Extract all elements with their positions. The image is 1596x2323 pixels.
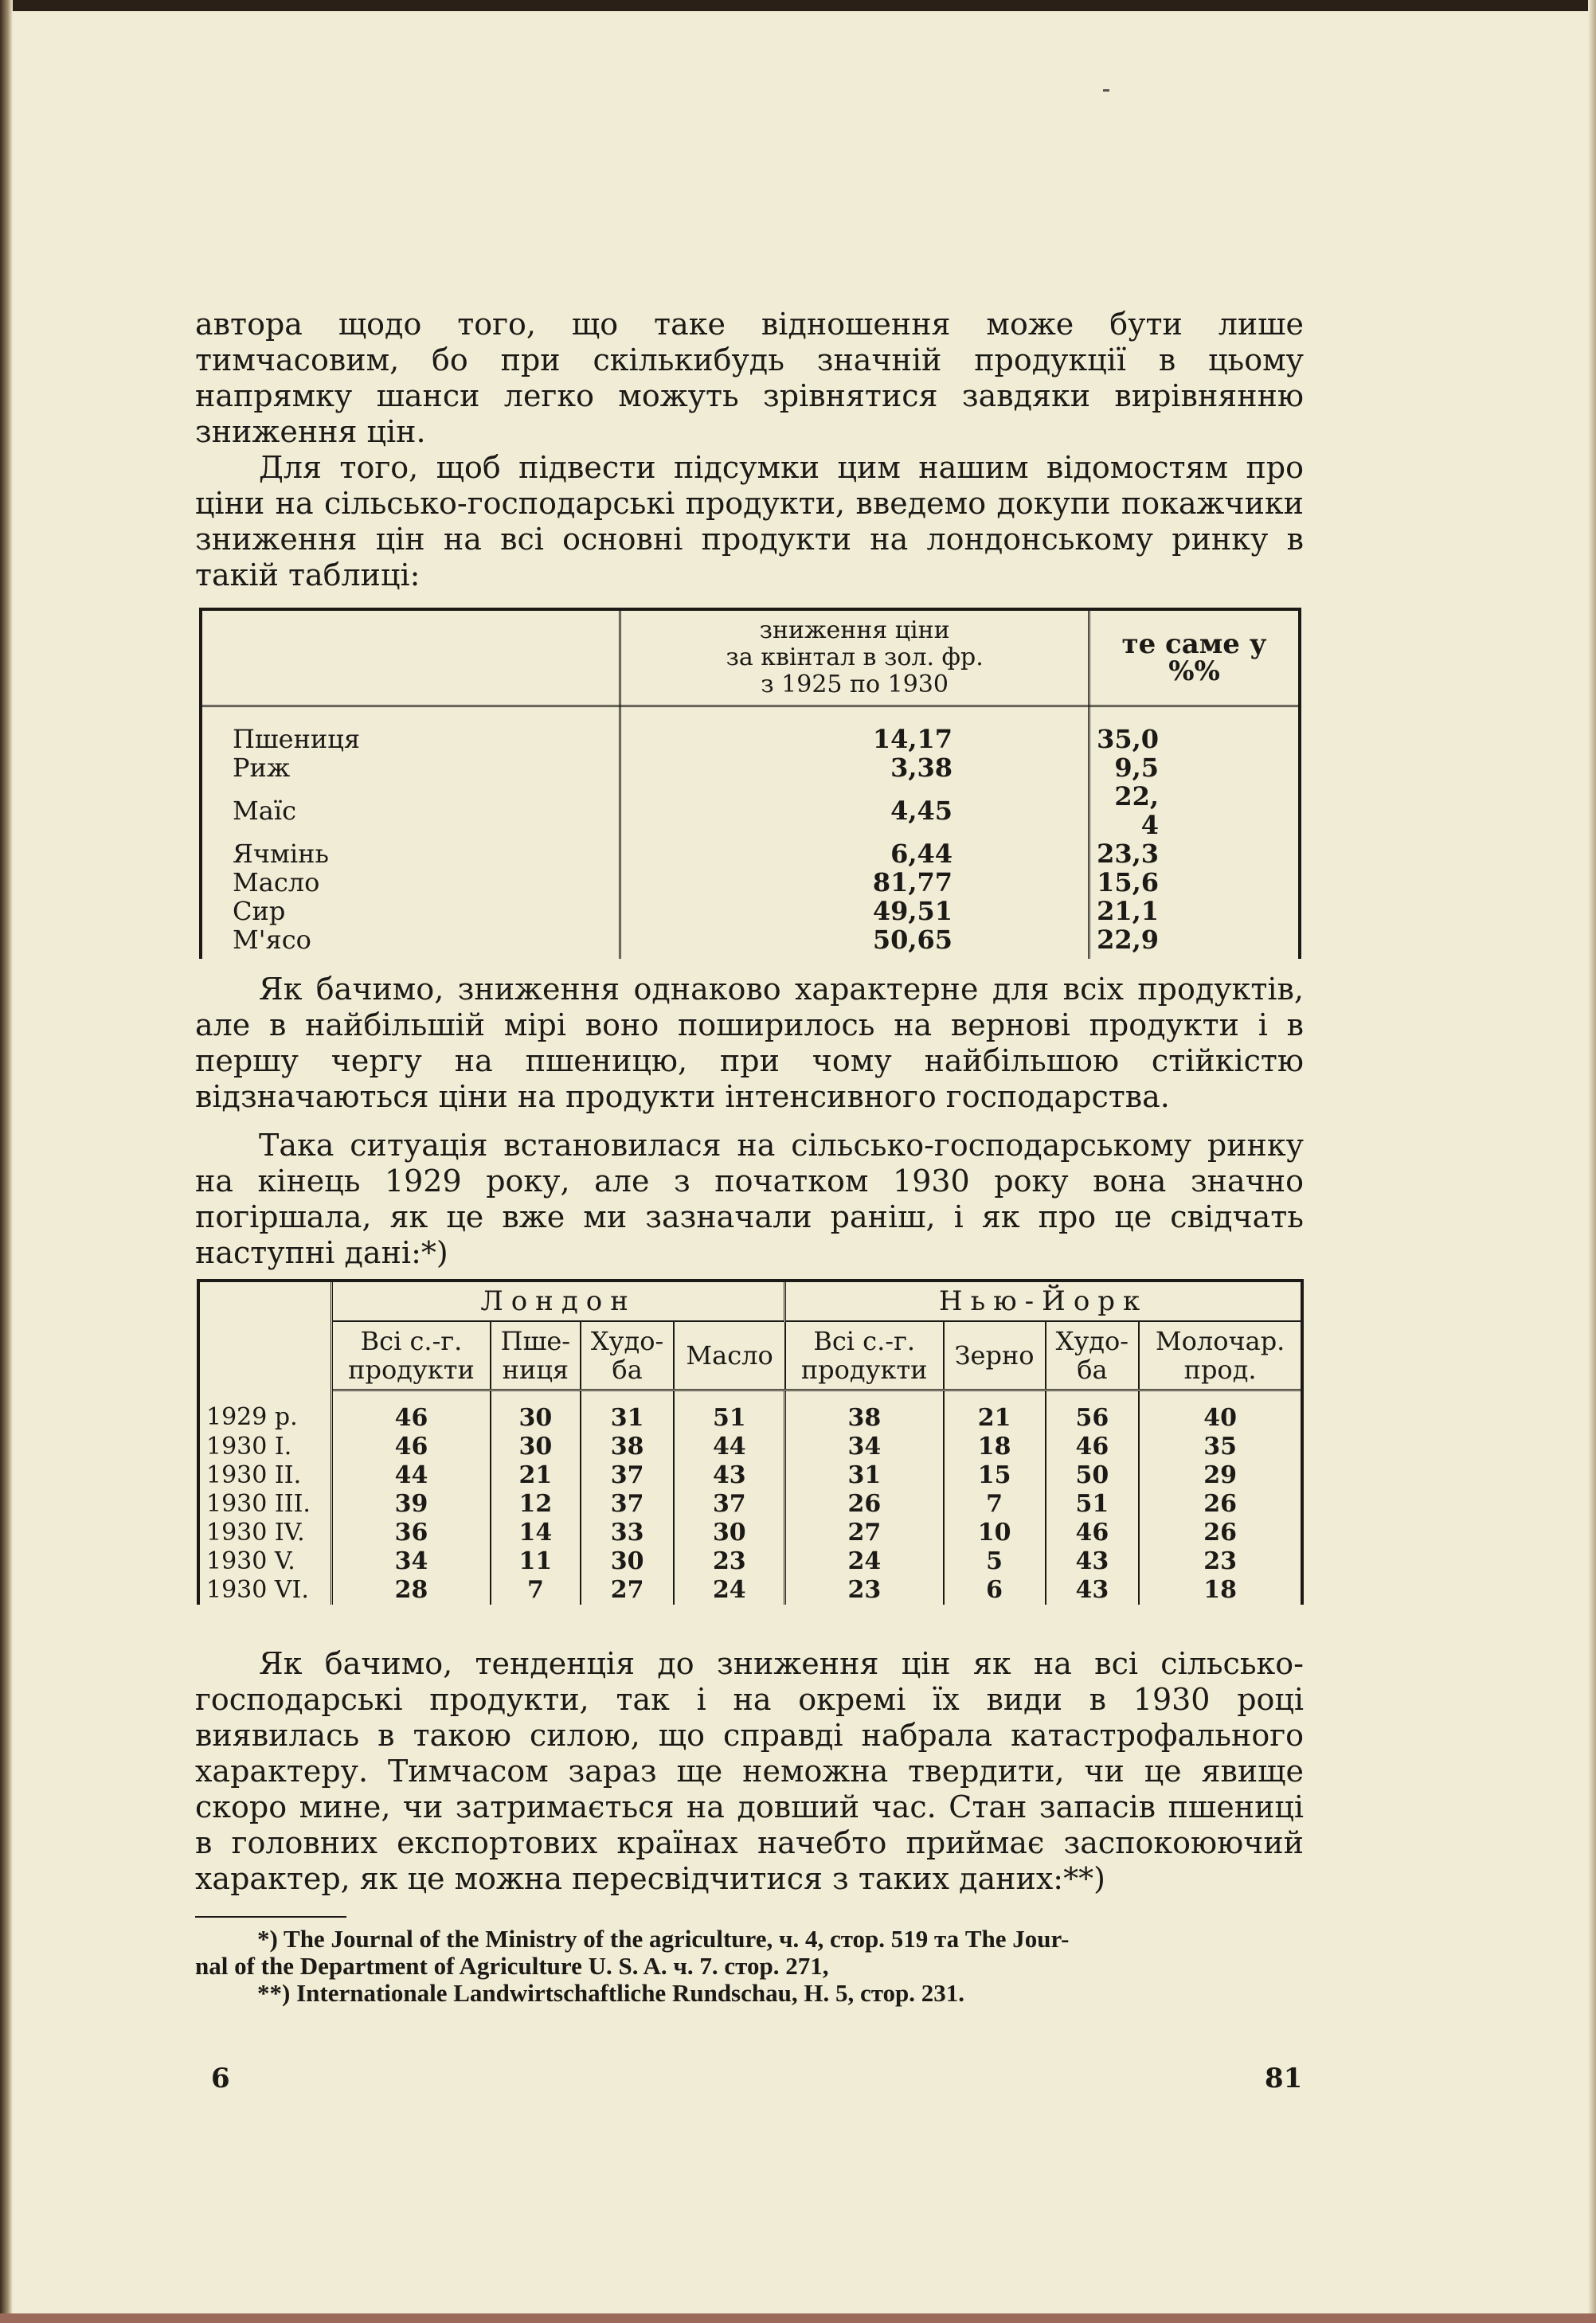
print-speck <box>1103 89 1109 92</box>
price-drop-cell: 4,45 <box>620 782 1089 839</box>
period-cell: 1929 р. <box>198 1390 332 1433</box>
scan-bottom-border <box>0 2313 1596 2323</box>
index-value-cell: 30 <box>491 1390 581 1433</box>
table1-row <box>201 753 1300 782</box>
index-value-cell: 23 <box>785 1576 944 1605</box>
index-value-cell: 43 <box>1046 1547 1140 1576</box>
index-value-cell: 44 <box>674 1433 784 1461</box>
index-value-cell: 38 <box>785 1390 944 1433</box>
table1-header-drop: зниження ціни за квінтал в зол. фр. з 1925 по 1930 <box>620 609 1089 706</box>
index-value-cell: 18 <box>1203 1576 1237 1604</box>
index-value-cell: 37 <box>581 1490 675 1519</box>
period-cell: 1930 IV. <box>198 1519 332 1547</box>
product-cell: Риж <box>201 753 620 782</box>
index-value-cell: 11 <box>491 1547 581 1576</box>
table2-row <box>198 1461 1302 1490</box>
period-cell: 1930 V. <box>198 1547 332 1576</box>
index-value-cell: 30 <box>674 1519 784 1547</box>
index-value-cell: 46 <box>1046 1519 1140 1547</box>
index-value-cell: 43 <box>1046 1576 1140 1605</box>
footnote-1-line-2: nal of the Department of Agriculture U. S. A. ч. 7. стор. 271, <box>195 1952 829 1980</box>
index-value-cell: 10 <box>944 1519 1046 1547</box>
index-value-cell: 29 <box>1203 1461 1237 1489</box>
table2-column-header: Всі с.-г. продукти <box>332 1321 491 1390</box>
index-value-cell: 15 <box>944 1461 1046 1490</box>
table2-column-header: Худо- ба <box>1046 1321 1140 1390</box>
paragraph-3: Як бачимо, зниження однаково характерне для всіх продуктів, але в найбільшій мірі воно поширилось на вернові продукти і в першу чергу на пшеницю, при чому найбільшою стійкістю відзначаються ціни на продукти інтенсивного господарства. <box>195 972 1304 1114</box>
index-value-cell: 46 <box>1046 1433 1140 1461</box>
index-value-cell: 37 <box>674 1490 784 1519</box>
percent-cell: 9,5 <box>1114 753 1159 783</box>
index-value-cell: 51 <box>674 1390 784 1433</box>
index-value-cell: 31 <box>785 1461 944 1490</box>
index-value-cell: 26 <box>1203 1519 1237 1547</box>
index-value-cell: 34 <box>785 1433 944 1461</box>
product-cell: Сир <box>201 897 620 925</box>
product-cell: Пшениця <box>201 706 620 754</box>
index-value-cell: 36 <box>332 1519 491 1547</box>
footnote-1-line-1: *) The Journal of the Ministry of the agriculture, ч. 4, стор. 519 та The Jour- <box>257 1925 1070 1953</box>
table1-row <box>201 839 1300 868</box>
index-value-cell: 46 <box>332 1390 491 1433</box>
index-value-cell: 26 <box>785 1490 944 1519</box>
scan-top-border <box>0 0 1596 11</box>
index-value-cell: 38 <box>581 1433 675 1461</box>
percent-cell: 23,3 <box>1097 839 1159 869</box>
index-value-cell: 21 <box>944 1390 1046 1433</box>
paragraph-4: Така ситуація встановилася на сільсько-господарському ринку на кінець 1929 року, але з початком 1930 року вона значно погіршала, як це вже ми зазначали раніш, і як про це свідчать наступні дані:*) <box>195 1128 1304 1270</box>
index-value-cell: 31 <box>581 1390 675 1433</box>
index-value-cell: 27 <box>785 1519 944 1547</box>
table2-column-header: Худо- ба <box>581 1321 675 1390</box>
period-cell: 1930 I. <box>198 1433 332 1461</box>
table1-body <box>201 706 1300 960</box>
index-value-cell: 46 <box>332 1433 491 1461</box>
index-value-cell: 12 <box>491 1490 581 1519</box>
index-value-cell: 30 <box>491 1433 581 1461</box>
percent-cell: 21,1 <box>1097 896 1159 926</box>
index-value-cell: 14 <box>491 1519 581 1547</box>
table2-row <box>198 1547 1302 1576</box>
table1-row <box>201 706 1300 754</box>
index-value-cell: 43 <box>674 1461 784 1490</box>
percent-cell: 22,9 <box>1097 925 1159 955</box>
table2-body <box>198 1390 1302 1605</box>
table1-row <box>201 897 1300 925</box>
index-value-cell: 24 <box>674 1576 784 1605</box>
index-value-cell: 27 <box>581 1576 675 1605</box>
period-cell: 1930 III. <box>198 1490 332 1519</box>
table1-row <box>201 782 1300 839</box>
product-cell: Ячмінь <box>201 839 620 868</box>
table1-row <box>201 925 1300 959</box>
index-value-cell: 5 <box>944 1547 1046 1576</box>
table2-column-header: Масло <box>674 1321 784 1390</box>
percent-cell: 15,6 <box>1097 867 1159 898</box>
table2-corner <box>198 1281 332 1390</box>
index-value-cell: 50 <box>1046 1461 1140 1490</box>
period-cell: 1930 VI. <box>198 1576 332 1605</box>
period-cell: 1930 II. <box>198 1461 332 1490</box>
product-cell: Масло <box>201 868 620 897</box>
table2-group-newyork: Нью-Йорк <box>785 1281 1302 1321</box>
index-value-cell: 21 <box>491 1461 581 1490</box>
index-value-cell: 26 <box>1203 1490 1237 1518</box>
footnote-rule <box>195 1916 346 1918</box>
scan-right-edge <box>1588 0 1596 2323</box>
signature-mark: 6 <box>211 2063 230 2094</box>
index-value-cell: 28 <box>332 1576 491 1605</box>
price-drop-cell: 49,51 <box>620 897 1089 925</box>
index-value-cell: 24 <box>785 1547 944 1576</box>
price-drop-cell: 81,77 <box>620 868 1089 897</box>
index-value-cell: 23 <box>1203 1547 1237 1575</box>
table2-row <box>198 1519 1302 1547</box>
table2-row <box>198 1490 1302 1519</box>
table2-column-header: Молочар. прод. <box>1139 1321 1302 1390</box>
index-value-cell: 33 <box>581 1519 675 1547</box>
percent-cell: 22, 4 <box>1114 781 1159 840</box>
table1-row <box>201 868 1300 897</box>
index-value-cell: 34 <box>332 1547 491 1576</box>
price-drop-cell: 3,38 <box>620 753 1089 782</box>
table2-group-london: Лондон <box>332 1281 785 1321</box>
percent-cell: 35,0 <box>1097 724 1159 754</box>
paragraph-5: Як бачимо, тенденція до зниження цін як на всі сільсько-господарські продукти, так і на окремі їх види в 1930 році виявилась в такою силою, що справді набрала катастрофального характеру. Тимчасом зараз ще неможна твердити, чи це явище скоро мине, чи затримається на довший час. Стан запасів пшениці в головних експортових країнах начебто приймає заспокоюючий характер, як це можна пересвідчитися з таких даних:**) <box>195 1646 1304 1896</box>
index-value-cell: 51 <box>1046 1490 1140 1519</box>
index-value-cell: 35 <box>1203 1433 1237 1461</box>
index-value-cell: 44 <box>332 1461 491 1490</box>
index-value-cell: 7 <box>491 1576 581 1605</box>
footnote-2: **) Internationale Landwirtschaftliche Rundschau, H. 5, стор. 231. <box>257 1979 965 2007</box>
paragraph-1: автора щодо того, що таке відношення може бути лише тимчасовим, бо при скількибудь значній продукції в цьому напрямку шанси легко можуть зрівнятися завдяки вирівнянню зниження цін. <box>195 307 1304 449</box>
price-drop-cell: 50,65 <box>620 925 1089 959</box>
index-value-cell: 7 <box>944 1490 1046 1519</box>
page-body <box>195 307 1304 2007</box>
scan-binding-edge <box>0 0 13 2323</box>
price-drop-table <box>199 608 1301 959</box>
table2-row <box>198 1576 1302 1605</box>
index-value-cell: 40 <box>1203 1404 1237 1432</box>
index-value-cell: 6 <box>944 1576 1046 1605</box>
product-cell: М'ясо <box>201 925 620 959</box>
price-drop-cell: 6,44 <box>620 839 1089 868</box>
index-value-cell: 56 <box>1046 1390 1140 1433</box>
product-cell: Маїс <box>201 782 620 839</box>
index-value-cell: 37 <box>581 1461 675 1490</box>
price-index-table <box>197 1279 1304 1605</box>
index-value-cell: 30 <box>581 1547 675 1576</box>
paragraph-2: Для того, щоб підвести підсумки цим нашим відомостям про ціни на сільсько-господарські продукти, введемо докупи покажчики зниження цін на всі основні продукти на лондонському ринку в такій таблиці: <box>195 450 1304 592</box>
index-value-cell: 18 <box>944 1433 1046 1461</box>
index-value-cell: 39 <box>332 1490 491 1519</box>
table1-header-empty <box>201 609 620 706</box>
page-number: 81 <box>1265 2063 1303 2094</box>
index-value-cell: 23 <box>674 1547 784 1576</box>
table2-subheader <box>198 1321 1302 1390</box>
table2-column-header: Пше- ниця <box>491 1321 581 1390</box>
table2-row <box>198 1433 1302 1461</box>
table2-column-header: Всі с.-г. продукти <box>785 1321 944 1390</box>
table1-header-percent: те саме у %% <box>1089 609 1300 706</box>
price-drop-cell: 14,17 <box>620 706 1089 754</box>
table2-column-header: Зерно <box>944 1321 1046 1390</box>
table2-row <box>198 1390 1302 1433</box>
